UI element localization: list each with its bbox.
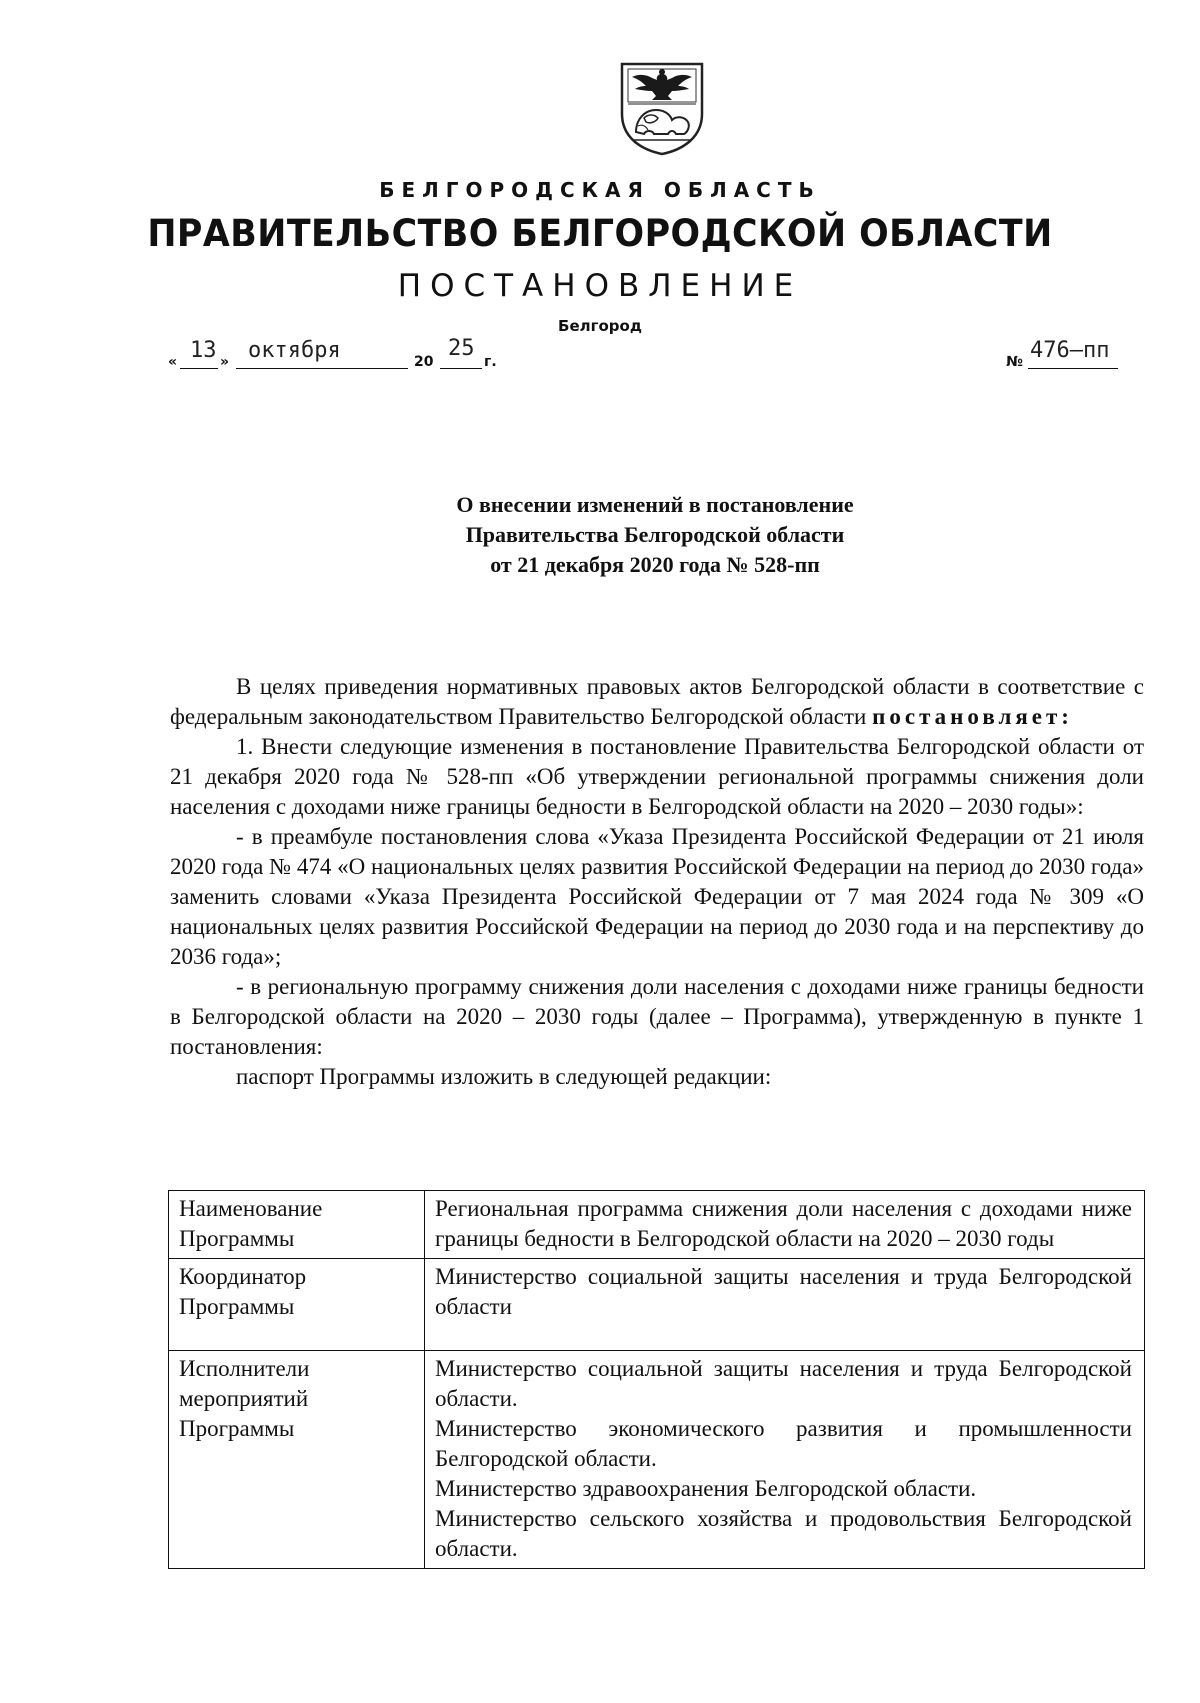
row-label: Наименование Программы <box>169 1191 425 1259</box>
preamble-text: В целях приведения нормативных правовых актов Белгородской области в соответствие с федеральным законодательством Правительство Белгородской области <box>170 674 1144 729</box>
paragraph-preamble <box>170 672 1144 732</box>
year-underline <box>440 368 482 369</box>
document-type: ПОСТАНОВЛЕНИЕ <box>397 268 803 304</box>
title-line-1: О внесении изменений в постановление <box>456 492 854 517</box>
date-year-mark: г. <box>484 354 497 370</box>
date-line <box>0 336 1200 370</box>
title-line-2: Правительства Белгородской области <box>465 522 845 547</box>
value-line: Региональная программа снижения доли населения с доходами ниже границы бедности в Белгородской области на 2020 – 2030 годы <box>435 1196 1132 1251</box>
value-line: Министерство экономического развития и промышленности Белгородской области. <box>435 1416 1132 1471</box>
row-value <box>425 1191 1145 1259</box>
paragraph-passport-intro: паспорт Программы изложить в следующей редакции: <box>236 1064 772 1089</box>
value-line: Министерство здравоохранения Белгородской области. <box>435 1476 977 1501</box>
table-row <box>169 1351 1145 1569</box>
number-label: № <box>1006 354 1023 370</box>
coat-of-arms-icon <box>614 60 710 156</box>
coat-of-arms-emblem <box>614 60 710 156</box>
date-year-prefix: 20 <box>414 354 434 370</box>
paragraph-preamble-change: - в преамбуле постановления слова «Указа Президента Российской Федерации от 21 июля 2020 года № 474 «О национальных целях развития Российской Федерации на период до 2030 года» заменить словами «Указа Президента Российской Федерации от 7 мая 2024 года № 309 «О национальных целях развития Российской Федерации на период до 2030 года и на перспективу до 2036 года»; <box>170 824 1144 969</box>
paragraph-item-1: 1. Внести следующие изменения в постановление Правительства Белгородской области от 21 декабря 2020 года № 528-пп «Об утверждении региональной программы снижения доли населения с доходами ниже границы бедности в Белгородской области на 2020 – 2030 годы»: <box>170 734 1144 819</box>
number-underline <box>1028 368 1118 369</box>
date-month: октября <box>248 338 341 363</box>
value-line: Министерство сельского хозяйства и продовольствия Белгородской области. <box>435 1506 1132 1561</box>
document-body <box>170 672 1144 1092</box>
month-underline <box>236 368 408 369</box>
program-passport-table <box>168 1190 1145 1569</box>
date-year: 25 <box>448 336 475 361</box>
city-name: Белгород <box>558 317 642 335</box>
preamble-emphasis: постановляет: <box>872 704 1073 729</box>
table-row <box>169 1259 1145 1351</box>
title-line-3: от 21 декабря 2020 года № 528-пп <box>490 552 820 577</box>
date-day: 13 <box>190 338 217 363</box>
row-value <box>425 1259 1145 1351</box>
row-label: Координатор Программы <box>169 1259 425 1351</box>
paragraph-program-change: - в региональную программу снижения доли населения с доходами ниже границы бедности в Белгородской области на 2020 – 2030 годы (далее – Программа), утвержденную в пункте 1 постановления: <box>170 974 1144 1059</box>
row-label: Исполнители мероприятий Программы <box>169 1351 425 1569</box>
day-underline <box>180 368 218 369</box>
document-number: 476–пп <box>1030 338 1110 363</box>
document-title <box>0 490 1200 580</box>
value-line: Министерство социальной защиты населения и труда Белгородской области. <box>435 1356 1132 1411</box>
row-value <box>425 1351 1145 1569</box>
region-name: БЕЛГОРОДСКАЯ ОБЛАСТЬ <box>379 178 821 202</box>
date-close-quote: » <box>220 354 230 370</box>
government-name: ПРАВИТЕЛЬСТВО БЕЛГОРОДСКОЙ ОБЛАСТИ <box>147 212 1053 255</box>
date-open-quote: « <box>168 354 178 370</box>
table-row <box>169 1191 1145 1259</box>
value-line: Министерство социальной защиты населения и труда Белгородской области <box>435 1264 1132 1319</box>
